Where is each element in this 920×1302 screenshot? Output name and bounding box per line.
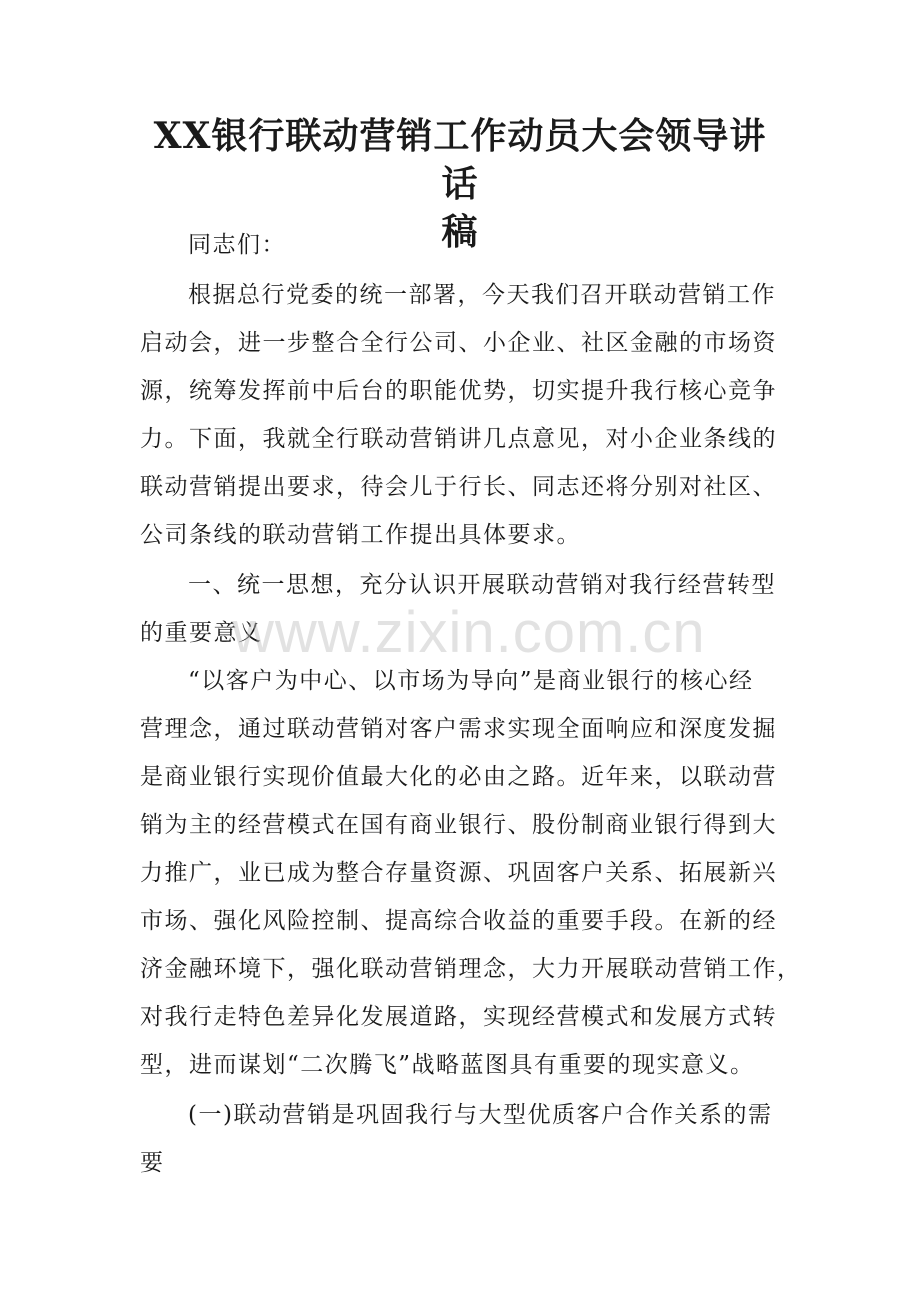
body-line: 是商业银行实现价值最大化的必由之路。近年来，以联动营 xyxy=(140,764,777,790)
body-line: “以客户为中心、以市场为导向”是商业银行的核心经 xyxy=(188,668,754,694)
body-line: 型，进而谋划“二次腾飞”战略蓝图具有重要的现实意义。 xyxy=(140,1052,755,1078)
body-line: 市场、强化风险控制、提高综合收益的重要手段。在新的经 xyxy=(140,908,777,934)
section-heading-line: 的重要意义 xyxy=(140,620,263,646)
body-line: 济金融环境下，强化联动营销理念，大力开展联动营销工作， xyxy=(140,956,802,982)
body-line: 销为主的经营模式在国有商业银行、股份制商业银行得到大 xyxy=(140,812,777,838)
body-line: 力推广，业已成为整合存量资源、巩固客户关系、拓展新兴 xyxy=(140,860,777,886)
subsection-heading-line: (一)联动营销是巩固我行与大型优质客户合作关系的需 xyxy=(188,1102,773,1128)
section-heading-line: 一、统一思想，充分认识开展联动营销对我行经营转型 xyxy=(188,572,776,598)
body-line: 力。下面，我就全行联动营销讲几点意见，对小企业条线的 xyxy=(140,426,777,452)
title-line-2: 稿 xyxy=(441,211,479,253)
body-line: 营理念，通过联动营销对客户需求实现全面响应和深度发掘 xyxy=(140,716,777,742)
body-line: 根据总行党委的统一部署，今天我们召开联动营销工作 xyxy=(188,282,776,308)
title-line-1: XX银行联动营销工作动员大会领导讲话 xyxy=(153,115,767,205)
body-line: 公司条线的联动营销工作提出具体要求。 xyxy=(140,522,581,548)
subsection-heading-line: 要 xyxy=(140,1150,165,1176)
salutation: 同志们： xyxy=(188,232,286,258)
watermark: www.zixin.com.cn xyxy=(232,600,706,665)
body-line: 启动会，进一步整合全行公司、小企业、社区金融的市场资 xyxy=(140,330,777,356)
body-line: 源，统筹发挥前中后台的职能优势，切实提升我行核心竞争 xyxy=(140,378,777,404)
body-line: 对我行走特色差异化发展道路，实现经营模式和发展方式转 xyxy=(140,1004,777,1030)
body-line: 联动营销提出要求，待会儿于行长、同志还将分别对社区、 xyxy=(140,474,777,500)
